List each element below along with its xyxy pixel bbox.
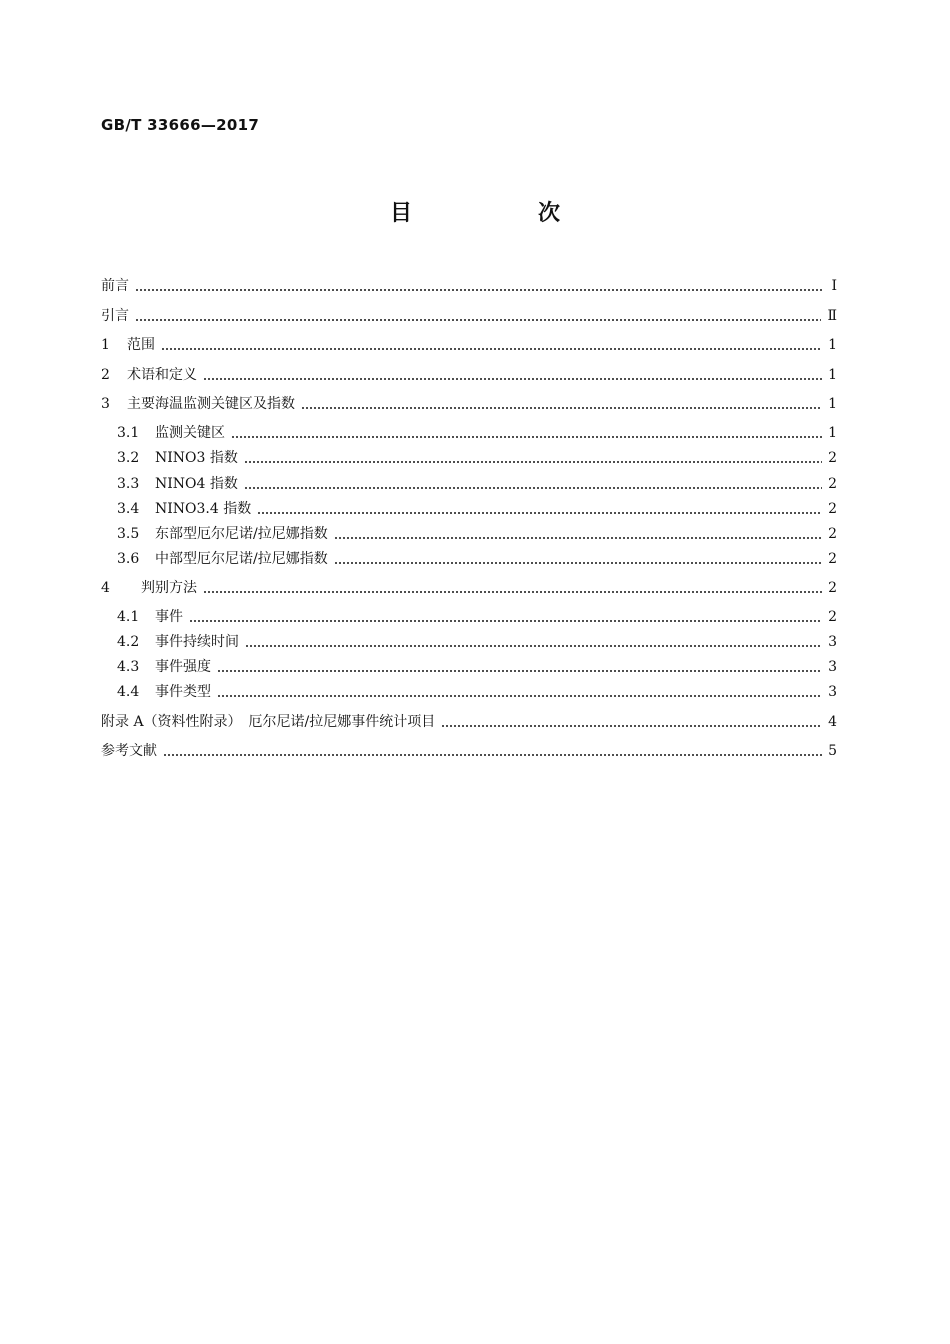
toc-entry-label: 术语和定义 [127,367,197,383]
dot-leader [334,562,822,564]
toc-entry-introduction[interactable] [101,304,837,328]
toc-entry-number: 3.1 [117,425,140,441]
toc-entry-label: 事件强度 [155,659,211,675]
dot-leader [217,670,822,672]
toc-entry-page: 3 [828,659,837,675]
toc-entry-page: 2 [828,526,837,542]
toc-entry-label: 判别方法 [141,580,197,596]
toc-entry-page: 2 [828,609,837,625]
toc-entry-label: 附录 A（资料性附录） 厄尔尼诺/拉尼娜事件统计项目 [101,714,436,730]
toc-entry-label: NINO3 指数 [155,450,238,466]
toc-entry-label: 参考文献 [101,743,157,759]
toc-entry-label: 事件持续时间 [155,634,239,650]
dot-leader [244,461,822,463]
dot-leader [231,436,822,438]
dot-leader [203,591,822,593]
dot-leader [203,378,822,380]
toc-entry-3-2[interactable] [117,446,837,470]
dot-leader [334,537,822,539]
dot-leader [163,754,822,756]
toc-entry-number: 3.6 [117,551,140,567]
toc-entry-label: 前言 [101,278,129,294]
toc-entry-number: 4.3 [117,659,140,675]
toc-entry-4-3[interactable] [117,655,837,679]
toc-entry-page: 2 [828,476,837,492]
toc-entry-number: 4.1 [117,609,140,625]
dot-leader [244,487,822,489]
toc-entry-number: 4.2 [117,634,140,650]
toc-entry-page: 1 [828,337,837,353]
toc-entry-page: 2 [828,551,837,567]
toc-entry-3-5[interactable] [117,522,837,546]
toc-entry-3-1[interactable] [117,421,837,445]
toc-entry-number: 3.4 [117,501,140,517]
toc-entry-page: Ⅰ [831,278,837,294]
dot-leader [245,645,822,647]
toc-entry-label: 范围 [127,337,155,353]
toc-entry-4-4[interactable] [117,680,837,704]
toc-entry-label: 中部型厄尔尼诺/拉尼娜指数 [155,551,328,567]
toc-entry-foreword[interactable] [101,274,837,298]
dot-leader [257,512,822,514]
toc-entry-page: 2 [828,580,837,596]
toc-entry-appendix-a[interactable] [101,710,837,734]
toc-entry-number: 2 [101,367,110,383]
toc-entry-number: 3.5 [117,526,140,542]
toc-entry-label: 监测关键区 [155,425,225,441]
toc-entry-4[interactable] [101,576,837,600]
dot-leader [189,620,822,622]
toc-entry-page: 3 [828,634,837,650]
toc-entry-page: 1 [828,396,837,412]
dot-leader [135,319,821,321]
toc-entry-4-2[interactable] [117,630,837,654]
dot-leader [135,289,823,291]
toc-entry-page: 1 [828,425,837,441]
toc-entry-label: 事件类型 [155,684,211,700]
toc-entry-3[interactable] [101,392,837,416]
toc-entry-number: 3.3 [117,476,140,492]
toc-entry-bibliography[interactable] [101,739,837,763]
toc-entry-page: 4 [828,714,837,730]
toc-entry-4-1[interactable] [117,605,837,629]
toc-entry-3-6[interactable] [117,547,837,571]
toc-entry-3-4[interactable] [117,497,837,521]
toc-entry-page: 3 [828,684,837,700]
toc-entry-label: NINO3.4 指数 [155,501,252,517]
toc-entry-number: 3.2 [117,450,140,466]
dot-leader [217,695,822,697]
dot-leader [301,407,822,409]
toc-entry-2[interactable] [101,363,837,387]
toc-entry-label: NINO4 指数 [155,476,238,492]
toc-entry-page: 2 [828,450,837,466]
toc-entry-number: 1 [101,337,110,353]
toc-entry-page: 2 [828,501,837,517]
toc-entry-label: 引言 [101,308,129,324]
page-title: 目 次 [389,201,612,226]
toc-entry-page: Ⅱ [827,308,837,324]
dot-leader [161,348,822,350]
toc-entry-number: 4 [101,580,110,596]
toc-entry-1[interactable] [101,333,837,357]
toc-entry-label: 东部型厄尔尼诺/拉尼娜指数 [155,526,328,542]
toc-entry-page: 1 [828,367,837,383]
toc-entry-label: 主要海温监测关键区及指数 [127,396,295,412]
toc-entry-number: 4.4 [117,684,140,700]
toc-entry-3-3[interactable] [117,472,837,496]
dot-leader [441,725,822,727]
toc-entry-number: 3 [101,396,110,412]
toc-entry-page: 5 [828,743,837,759]
standard-code: GB/T 33666—2017 [101,116,260,134]
toc-entry-label: 事件 [155,609,183,625]
